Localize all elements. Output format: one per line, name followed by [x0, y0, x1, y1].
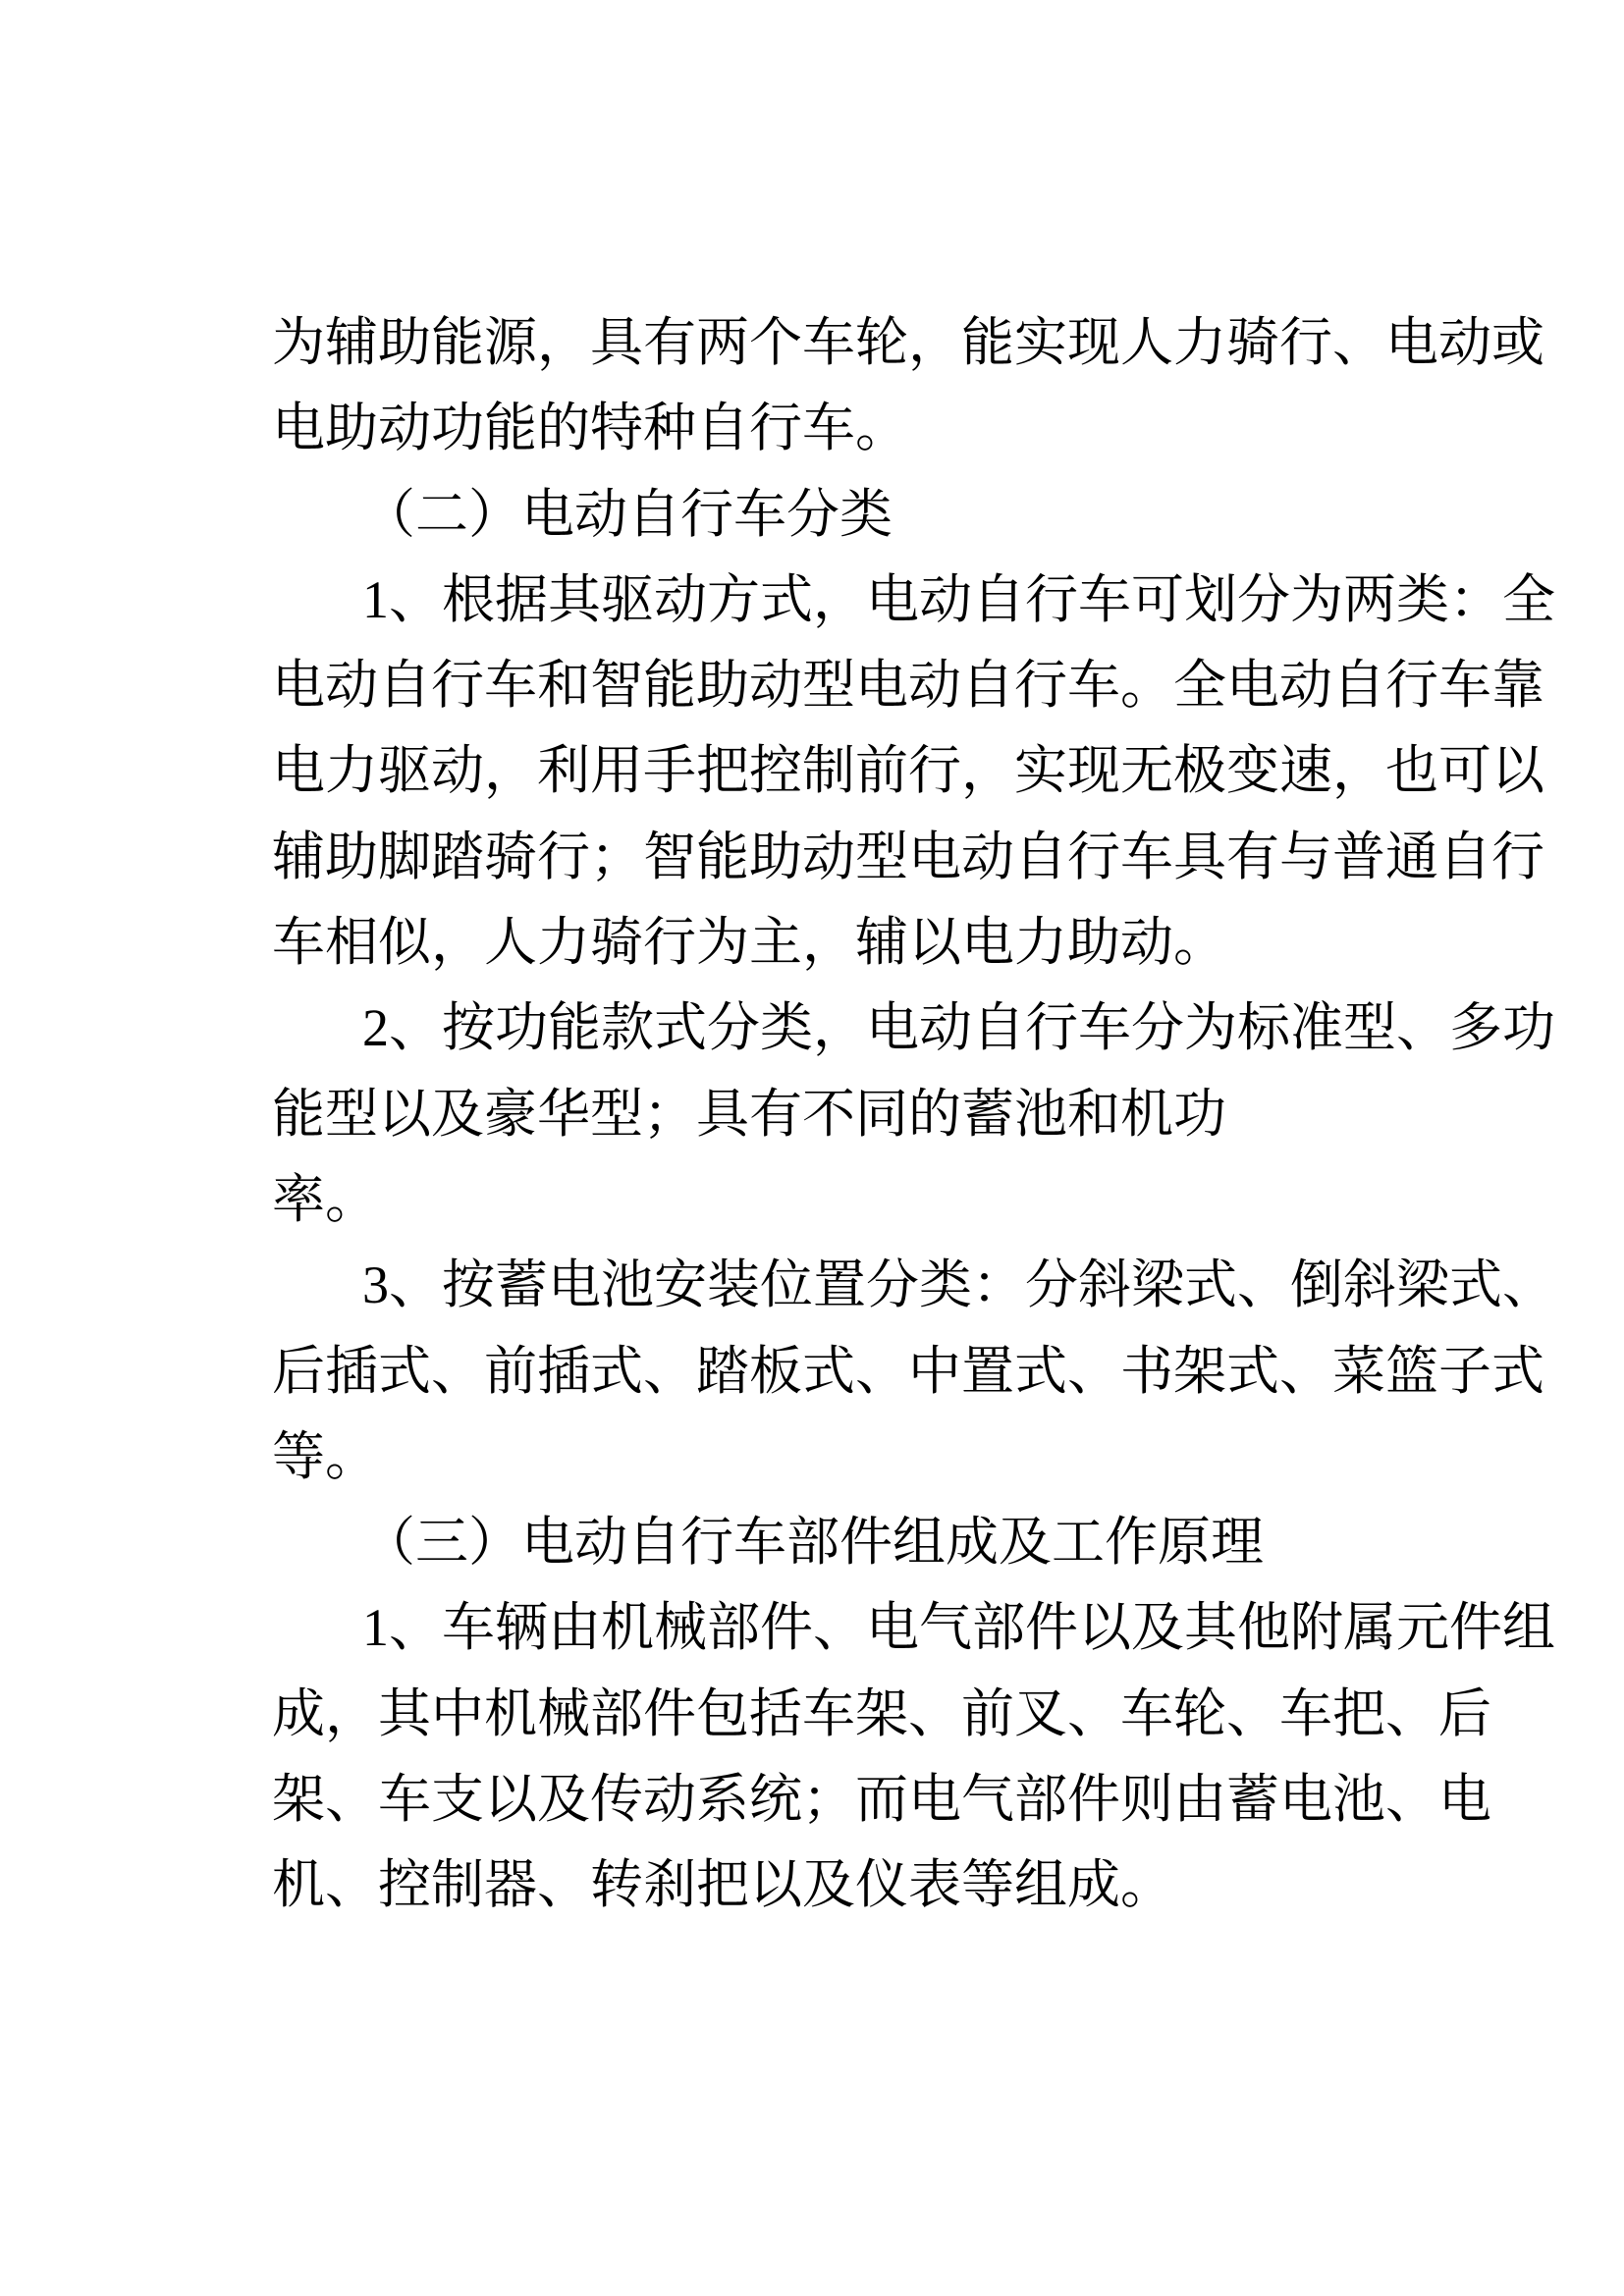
- paragraph-line: 3、按蓄电池安装位置分类：分斜梁式、倒斜梁式、: [362, 1255, 1555, 1315]
- paragraph-line: 电力驱动，利用手把控制前行，实现无极变速，也可以: [272, 741, 1544, 801]
- paragraph-line: 等。: [272, 1426, 378, 1486]
- paragraph-line: 电动自行车和智能助动型电动自行车。全电动自行车靠: [272, 656, 1544, 716]
- paragraph-line: 能型以及豪华型；具有不同的蓄池和机功: [272, 1084, 1226, 1144]
- paragraph-line: 辅助脚踏骑行；智能助动型电动自行车具有与普通自行: [272, 827, 1544, 886]
- paragraph-line: 后插式、前插式、踏板式、中置式、书架式、菜篮子式: [272, 1341, 1544, 1401]
- paragraph-line: 机、控制器、转刹把以及仪表等组成。: [272, 1855, 1173, 1915]
- document-page: [272, 300, 1555, 1929]
- paragraph-line: 成，其中机械部件包括车架、前叉、车轮、车把、后: [272, 1683, 1491, 1743]
- paragraph-line: 电助动功能的特种自行车。: [272, 399, 908, 458]
- paragraph-line: 率。: [272, 1169, 378, 1229]
- section-heading: （二）电动自行车分类: [362, 484, 893, 544]
- paragraph-line: 架、车支以及传动系统；而电气部件则由蓄电池、电: [272, 1770, 1491, 1830]
- paragraph-line: 为辅助能源，具有两个车轮，能实现人力骑行、电动或: [272, 313, 1544, 372]
- paragraph-line: 2、按功能款式分类，电动自行车分为标准型、多功: [362, 998, 1555, 1058]
- paragraph-line: 1、车辆由机械部件、电气部件以及其他附属元件组: [362, 1598, 1555, 1658]
- paragraph-line: 1、根据其驱动方式，电动自行车可划分为两类：全: [362, 569, 1555, 629]
- section-heading: （三）电动自行车部件组成及工作原理: [362, 1513, 1264, 1573]
- paragraph-line: 车相似，人力骑行为主，辅以电力助动。: [272, 913, 1226, 973]
